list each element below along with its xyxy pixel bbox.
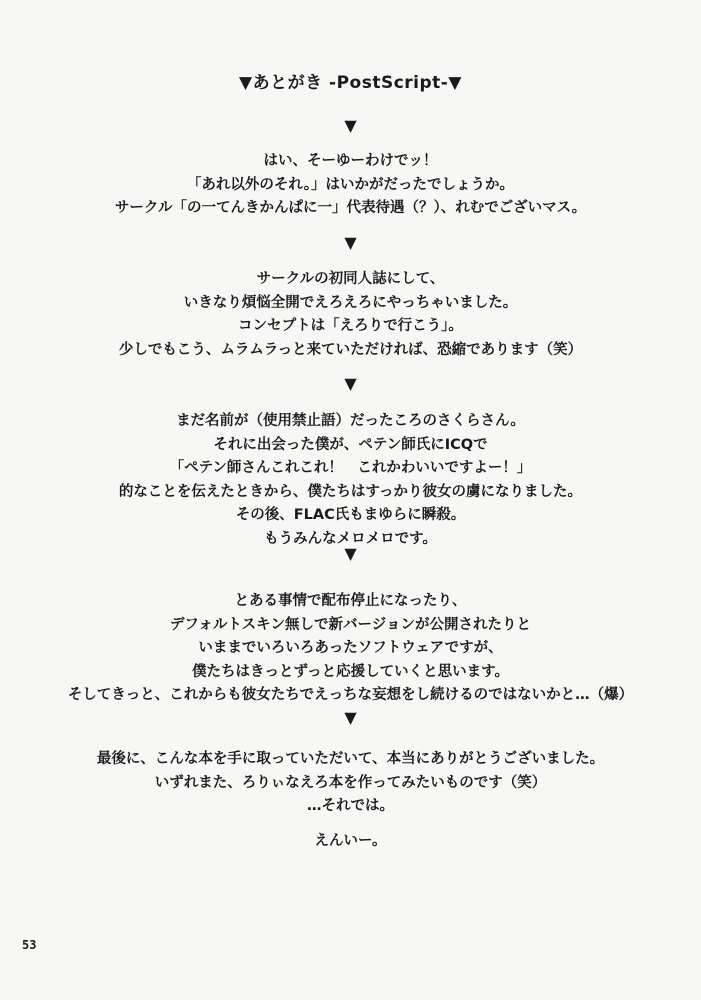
paragraph-line: もうみんなメロメロです。 — [264, 530, 437, 547]
paragraph-line: そしてきっと、これからも彼女たちでえっちな妄想をし続けるのではないかと…（爆） — [67, 687, 634, 703]
paragraph-line: 最後に、こんな本を手に取っていただいて、本当にありがとうございました。 — [96, 751, 605, 767]
paragraph-software — [0, 590, 701, 708]
paragraph-concept — [0, 268, 701, 362]
paragraph-line: いままでいろいろあったソフトウェアですが、 — [198, 640, 503, 656]
paragraph-line: コンセプトは「えろりで行こう」。 — [238, 318, 463, 334]
section-marker: ▼ — [344, 544, 357, 563]
paragraph-intro — [0, 150, 701, 221]
paragraph-line: まだ名前が（使用禁止語）だったころのさくらさん。 — [176, 413, 525, 429]
paragraph-line: 的なことを伝えたときから、僕たちはすっかり彼女の虜になりました。 — [118, 483, 583, 500]
page-title: ▼あとがき -PostScript-▼ — [239, 73, 462, 93]
paragraph-line: サークル「の一てんきかんぱに一」代表待遇（？）、れむでございマス。 — [114, 200, 587, 216]
section-marker: ▼ — [344, 233, 357, 252]
paragraph-line: その後、FLAC氏もまゆらに瞬殺。 — [235, 507, 466, 523]
paragraph-line: デフォルトスキン無しで新バージョンが公開されたりと — [170, 616, 531, 633]
paragraph-line: 「ペテン師さんこれこれ！ これかわいいですよー！」 — [169, 460, 532, 476]
paragraph-line: 「あれ以外のそれ。」はいかがだったでしょうか。 — [186, 176, 515, 193]
paragraph-line: 僕たちはきっとずっと応援していくと思います。 — [192, 663, 509, 680]
signoff: えんいー。 — [314, 833, 387, 849]
paragraph-line: はい、そーゆーわけでッ！ — [263, 153, 438, 169]
paragraph-line: いきなり煩悩全開でえろえろにやっちゃいました。 — [183, 294, 518, 311]
section-marker: ▼ — [344, 708, 357, 727]
section-marker: ▼ — [344, 374, 357, 393]
paragraph-line: とある事情で配布停止になったり、 — [234, 593, 467, 609]
paragraph-line: それに出会った僕が、ペテン師氏にICQで — [213, 436, 488, 453]
paragraph-line: 少しでもこう、ムラムラっと来ていただければ、恐縮であります（笑） — [118, 341, 583, 358]
paragraph-line: サークルの初同人誌にして、 — [256, 271, 445, 287]
paragraph-line: いずれまた、ろりぃなえろ本を作ってみたいものです（笑） — [154, 774, 547, 791]
section-marker: ▼ — [344, 116, 357, 135]
paragraph-thanks — [0, 748, 701, 819]
page-number: 53 — [22, 938, 37, 952]
paragraph-history — [0, 410, 701, 551]
paragraph-line: …それでは。 — [307, 798, 394, 814]
